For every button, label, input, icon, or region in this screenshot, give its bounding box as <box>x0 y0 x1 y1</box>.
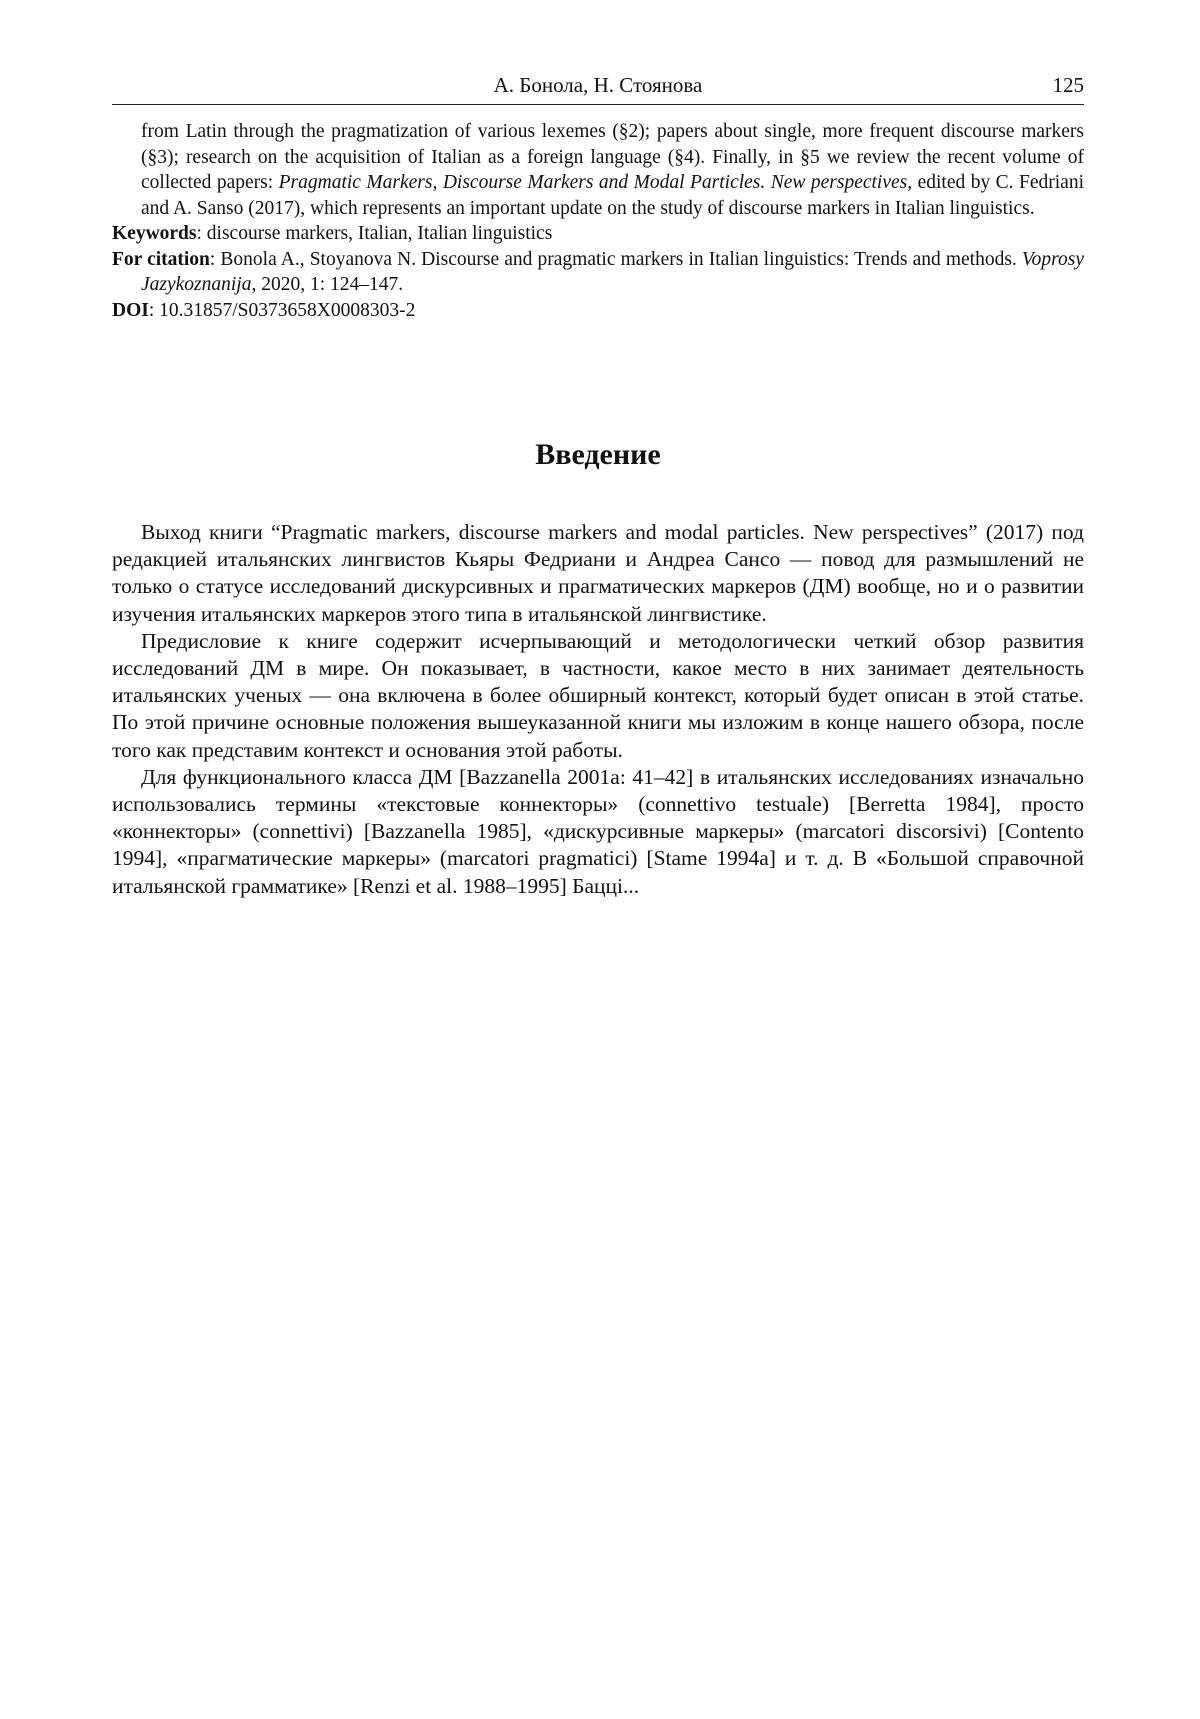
abstract-text-part1: from Latin through the pragmatization of various lexemes (§2); papers about single, more frequent discourse markers (§3); research on the acquisition of Italian as a foreign language (§4). Finally, in §5 we review the recent volume of collected papers: <box>141 121 1084 193</box>
abstract-block <box>112 119 1084 323</box>
doi-label: DOI <box>112 299 149 321</box>
doi-value: : 10.31857/S0373658X0008303-2 <box>148 299 416 321</box>
citation-text-end: , 2020, 1: 124–147. <box>251 274 404 295</box>
page-number: 125 <box>1052 73 1084 97</box>
keywords-line <box>112 221 1084 247</box>
doi-line <box>112 298 1084 324</box>
running-title: А. Бонола, Н. Стоянова <box>493 73 703 97</box>
citation-text: : Bonola A., Stoyanova N. Discourse and pragmatic markers in Italian linguistics: Trends and methods. <box>209 248 1022 270</box>
citation-journal: Voprosy Jazykoznanija <box>141 248 1084 295</box>
citation-line <box>112 247 1084 298</box>
body-paragraph: Предисловие к книге содержит исчерпывающий и методологически четкий обзор развития исследований ДМ в мире. Он показывает, в частности, какое место в них занимает деятельность итальянских ученых — она включена в более обширный контекст, который будет описан в этой статье. По этой причине основные положения вышеуказанной книги мы изложим в конце нашего обзора, после того как представим контекст и основания этой работы. <box>112 628 1084 762</box>
citation-label: For citation <box>112 248 210 270</box>
abstract-text-part2: , edited by C. Fedriani and A. Sanso (2017), which represents an important update on the study of discourse markers in Italian linguistics. <box>141 172 1084 219</box>
body-paragraph: Для функционального класса ДМ [Bazzanella 2001a: 41–42] в итальянских исследованиях изначально использовались термины «текстовые коннекторы» (connettivo testuale) [Berretta 1984], просто «коннекторы» (connettivi) [Bazzanella 1985], «дискурсивные маркеры» (marcatori discorsivi) [Contento 1994], «прагматические маркеры» (marcatori pragmatici) [Stame 1994a] и т. д. В «Большой справочной итальянской грамматике» [Renzi et al. 1988–1995] Бацці... <box>112 764 1084 898</box>
section-heading: Введение <box>535 438 661 471</box>
abstract-book-title: Pragmatic Markers, Discourse Markers and Modal Particles. New perspectives <box>278 172 908 193</box>
section-body <box>112 519 1084 900</box>
page <box>112 70 1084 900</box>
running-head <box>112 70 1084 105</box>
body-paragraph: Выход книги “Pragmatic markers, discourse markers and modal particles. New perspectives” (2017) под редакцией итальянских лингвистов Кьяры Федриани и Андреа Сансо — повод для размышлений не только о статусе исследований дискурсивных и прагматических маркеров (ДМ) вообще, но и о развитии изучения итальянских маркеров этого типа в итальянской лингвистике. <box>112 520 1084 626</box>
abstract-text <box>141 119 1084 221</box>
keywords-label: Keywords <box>112 223 197 244</box>
keywords-value: : discourse markers, Italian, Italian linguistics <box>196 223 553 244</box>
